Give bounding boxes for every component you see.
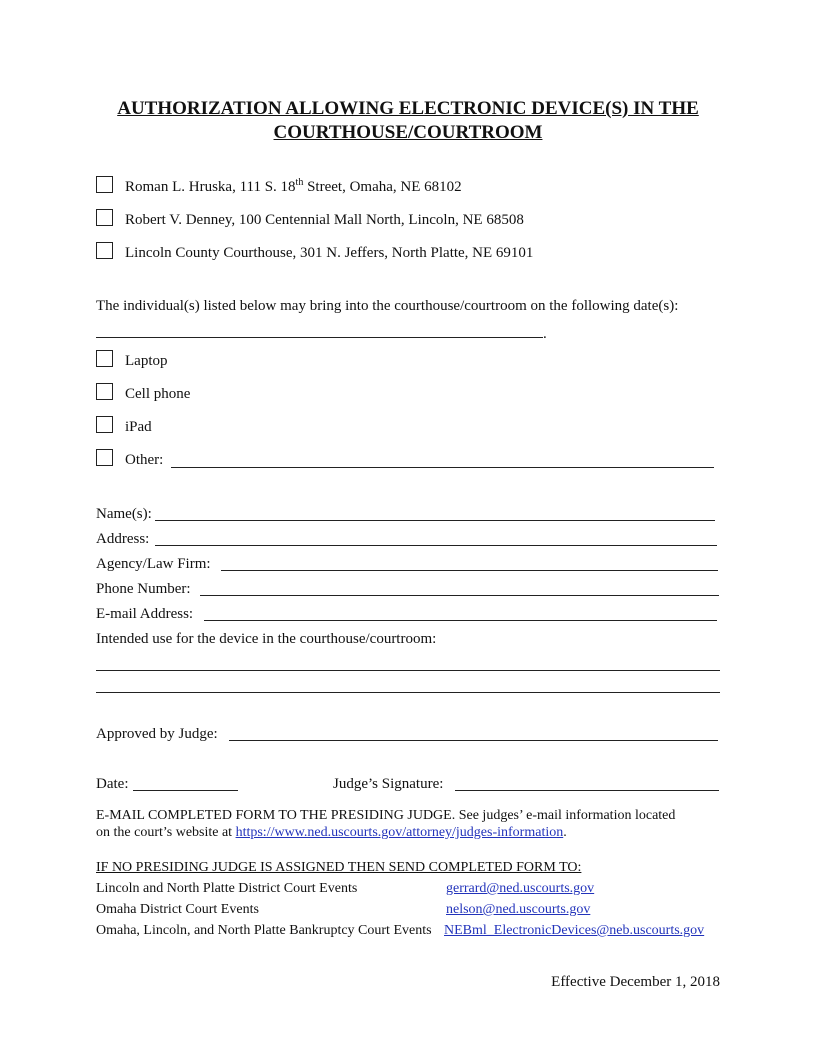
courthouse-lincoln-label: Robert V. Denney, 100 Centennial Mall North, Lincoln, NE 68508 (125, 212, 524, 228)
judges-info-link[interactable]: https://www.ned.uscourts.gov/attorney/judges-information (235, 825, 564, 840)
device-ipad-label: iPad (125, 419, 152, 435)
effective-date: Effective December 1, 2018 (551, 974, 720, 990)
signature-label: Judge’s Signature: (333, 776, 444, 792)
no-judge-heading: IF NO PRESIDING JUDGE IS ASSIGNED THEN SEND COMPLETED FORM TO: (96, 860, 582, 875)
names-input-line[interactable] (155, 520, 715, 521)
courthouse-lincoln-checkbox[interactable] (96, 209, 113, 226)
dates-period: . (543, 326, 547, 342)
dates-intro: The individual(s) listed below may bring into the courthouse/courtroom on the following date(s): (96, 298, 679, 314)
date-label: Date: (96, 776, 129, 792)
email-instructions-line1: E-MAIL COMPLETED FORM TO THE PRESIDING JUDGE. See judges’ e-mail information located (96, 808, 676, 823)
intended-use-line-2[interactable] (96, 692, 720, 693)
courthouse-omaha-label: Roman L. Hruska, 111 S. 18th Street, Omaha, NE 68102 (125, 177, 462, 195)
date-input-line[interactable] (133, 790, 238, 791)
courthouse-north-platte-label: Lincoln County Courthouse, 301 N. Jeffers, North Platte, NE 69101 (125, 245, 534, 261)
email-instructions-line2: on the court’s website at https://www.ned.uscourts.gov/attorney/judges-information. (96, 825, 567, 840)
device-other-label: Other: (125, 452, 164, 468)
device-cellphone-label: Cell phone (125, 386, 191, 402)
device-ipad-checkbox[interactable] (96, 416, 113, 433)
contact-row-label: Lincoln and North Platte District Court Events (96, 881, 358, 896)
device-other-checkbox[interactable] (96, 449, 113, 466)
names-label: Name(s): (96, 506, 152, 522)
device-laptop-checkbox[interactable] (96, 350, 113, 367)
contact-row-email-link[interactable]: nelson@ned.uscourts.gov (446, 902, 591, 917)
address-label: Address: (96, 531, 150, 547)
email-label: E-mail Address: (96, 606, 194, 622)
address-input-line[interactable] (155, 545, 717, 546)
intended-use-label: Intended use for the device in the courthouse/courtroom: (96, 631, 437, 647)
dates-input-line[interactable] (96, 337, 543, 338)
contact-row-label: Omaha District Court Events (96, 902, 259, 917)
contact-row-label: Omaha, Lincoln, and North Platte Bankruptcy Court Events (96, 923, 432, 938)
signature-input-line[interactable] (455, 790, 719, 791)
device-other-input-line[interactable] (171, 467, 714, 468)
approved-by-input-line[interactable] (229, 740, 718, 741)
contact-row-email-link[interactable]: NEBml_ElectronicDevices@neb.uscourts.gov (444, 923, 705, 938)
phone-input-line[interactable] (200, 595, 719, 596)
form-title-line2: COURTHOUSE/COURTROOM (273, 122, 543, 143)
device-cellphone-checkbox[interactable] (96, 383, 113, 400)
phone-label: Phone Number: (96, 581, 191, 597)
agency-input-line[interactable] (221, 570, 718, 571)
contact-row-email-link[interactable]: gerrard@ned.uscourts.gov (446, 881, 595, 896)
courthouse-north-platte-checkbox[interactable] (96, 242, 113, 259)
intended-use-line-1[interactable] (96, 670, 720, 671)
agency-label: Agency/Law Firm: (96, 556, 211, 572)
approved-by-label: Approved by Judge: (96, 726, 218, 742)
email-input-line[interactable] (204, 620, 717, 621)
device-laptop-label: Laptop (125, 353, 168, 369)
courthouse-omaha-checkbox[interactable] (96, 176, 113, 193)
form-title-line1: AUTHORIZATION ALLOWING ELECTRONIC DEVICE(S) IN THE (117, 98, 699, 119)
